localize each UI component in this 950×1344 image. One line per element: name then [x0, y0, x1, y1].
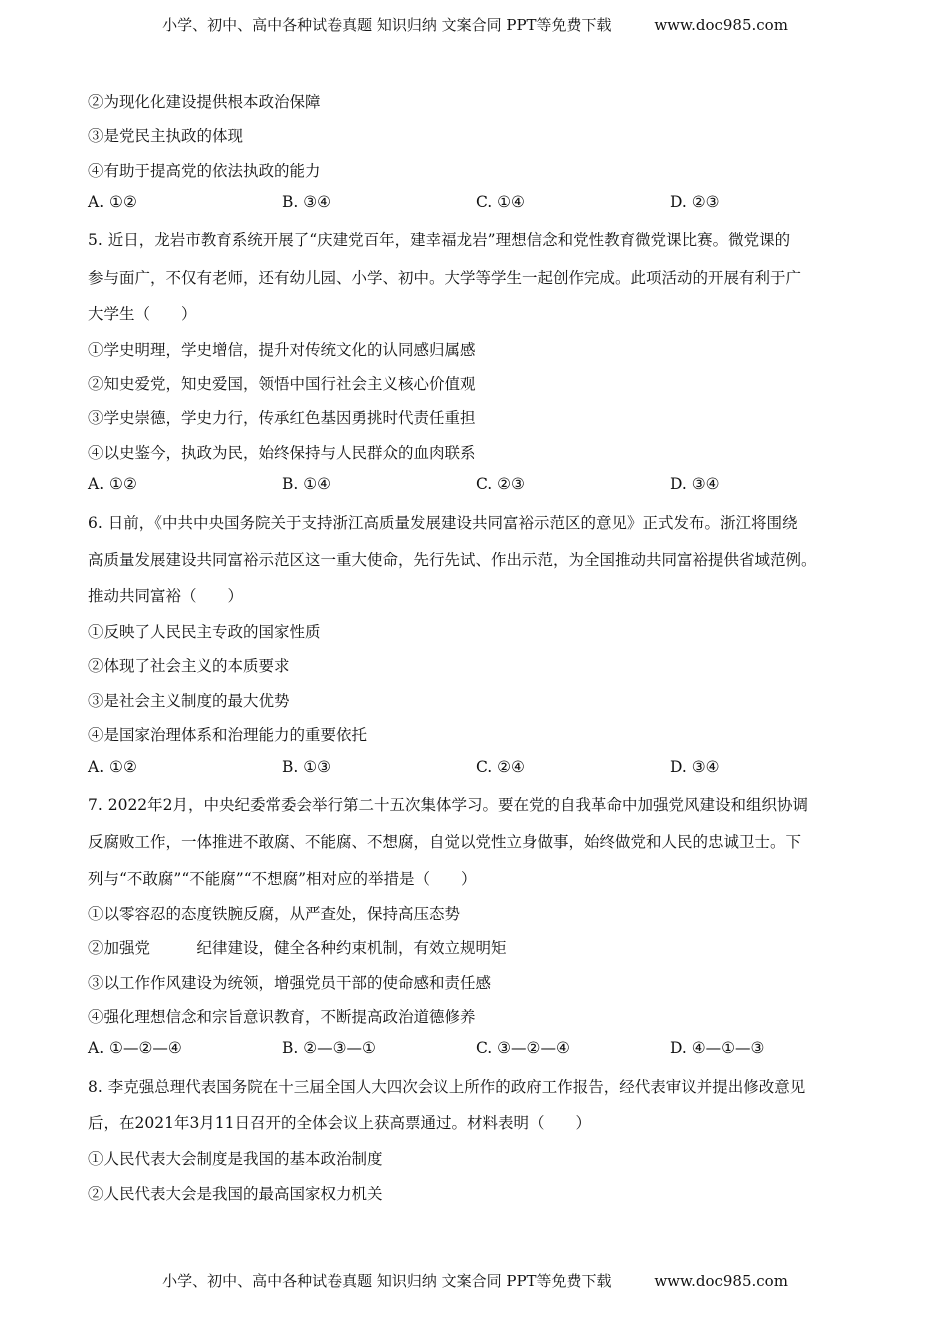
- text-line: ④是国家治理体系和治理能力的重要依托: [88, 726, 368, 744]
- text-line: ②人民代表大会是我国的最高国家权力机关: [88, 1185, 383, 1203]
- text-line: ②知史爱党，知史爱国，领悟中国行社会主义核心价值观: [88, 375, 476, 393]
- option-d: D. ③④: [670, 758, 720, 776]
- text-line: ①人民代表大会制度是我国的基本政治制度: [88, 1150, 383, 1168]
- option-d: D. ③④: [670, 475, 720, 493]
- footer-text: 小学、初中、高中各种试卷真题 知识归纳 文案合同 PPT等免费下载: [162, 1272, 612, 1290]
- option-d: D. ④—①—③: [670, 1039, 765, 1057]
- question-6-text: 6. 日前，《中共中央国务院关于支持浙江高质量发展建设共同富裕示范区的意见》正式发布。浙江将围绕: [88, 514, 798, 532]
- page-header: [0, 14, 950, 35]
- option-c: C. ②③: [476, 475, 525, 493]
- text-line: ③是党民主执政的体现: [88, 127, 244, 145]
- text-line: ④以史鉴今，执政为民，始终保持与人民群众的血肉联系: [88, 444, 476, 462]
- option-c: C. ②④: [476, 758, 525, 776]
- text-line: ③以工作作风建设为统领，增强党员干部的使命感和责任感: [88, 974, 492, 992]
- text-line: ③学史崇德，学史力行，传承红色基因勇挑时代责任重担: [88, 409, 476, 427]
- text-line: 后，在2021年3月11日召开的全体会议上获高票通过。材料表明（ ）: [88, 1114, 592, 1132]
- text-line: ④有助于提高党的依法执政的能力: [88, 162, 321, 180]
- option-b: B. ②—③—①: [282, 1039, 376, 1057]
- text-line: 高质量发展建设共同富裕示范区这一重大使命，先行先试、作出示范，为全国推动共同富裕提供省域范例。: [88, 551, 817, 569]
- option-b: B. ①④: [282, 475, 332, 493]
- text-line: ④强化理想信念和宗旨意识教育，不断提高政治道德修养: [88, 1008, 476, 1026]
- option-a: A. ①②: [88, 193, 137, 211]
- option-a: A. ①②: [88, 758, 137, 776]
- text-line: ①学史明理，学史增信，提升对传统文化的认同感归属感: [88, 341, 476, 359]
- text-line: ②加强党 纪律建设，健全各种约束机制，有效立规明矩: [88, 939, 507, 957]
- question-7-text: 7. 2022年2月，中央纪委常委会举行第二十五次集体学习。要在党的自我革命中加强党风建设和组织协调: [88, 796, 809, 814]
- text-line: 参与面广，不仅有老师，还有幼儿园、小学、初中。大学等学生一起创作完成。此项活动的开展有利于广: [88, 269, 802, 287]
- text-line: 大学生（ ）: [88, 305, 197, 323]
- text-line: 列与“不敢腐”“不能腐”“不想腐”相对应的举措是（ ）: [88, 870, 477, 888]
- page-footer: [0, 1270, 950, 1291]
- text-line: ②为现化化建设提供根本政治保障: [88, 93, 321, 111]
- header-text: 小学、初中、高中各种试卷真题 知识归纳 文案合同 PPT等免费下载: [162, 16, 612, 34]
- text-line: ①反映了人民民主专政的国家性质: [88, 623, 321, 641]
- option-b: B. ①③: [282, 758, 332, 776]
- text-line: 推动共同富裕（ ）: [88, 587, 244, 605]
- footer-site-link[interactable]: www.doc985.com: [654, 1272, 788, 1290]
- option-a: A. ①②: [88, 475, 137, 493]
- text-line: ③是社会主义制度的最大优势: [88, 692, 290, 710]
- option-c: C. ③—②—④: [476, 1039, 570, 1057]
- text-line: ②体现了社会主义的本质要求: [88, 657, 290, 675]
- option-c: C. ①④: [476, 193, 525, 211]
- option-d: D. ②③: [670, 193, 720, 211]
- text-line: ①以零容忍的态度铁腕反腐，从严查处，保持高压态势: [88, 905, 461, 923]
- text-line: 反腐败工作，一体推进不敢腐、不能腐、不想腐，自觉以党性立身做事，始终做党和人民的忠诚卫士。下: [88, 833, 802, 851]
- question-5-text: 5. 近日，龙岩市教育系统开展了“庆建党百年，建幸福龙岩”理想信念和党性教育微党课比赛。微党课的: [88, 231, 791, 249]
- option-b: B. ③④: [282, 193, 332, 211]
- option-a: A. ①—②—④: [88, 1039, 182, 1057]
- header-site-link[interactable]: www.doc985.com: [654, 16, 788, 34]
- question-8-text: 8. 李克强总理代表国务院在十三届全国人大四次会议上所作的政府工作报告，经代表审议并提出修改意见: [88, 1078, 806, 1096]
